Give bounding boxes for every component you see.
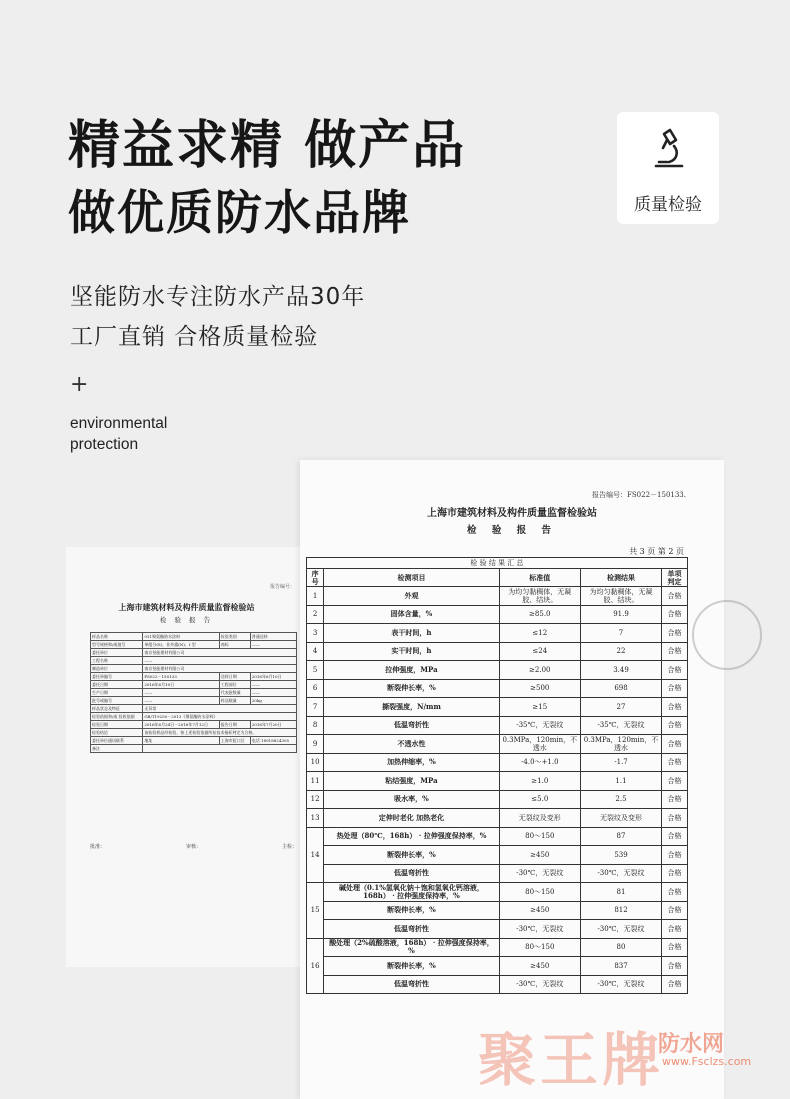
table-cell: 检验类别 [219,633,250,641]
headline-line-1: 精益求精 做产品 [68,116,467,176]
table-row [91,641,297,649]
table-cell: 2016年6月24日－2016年7月12日 [143,721,219,729]
left-report-subtitle: 检 验 报 告 [159,616,214,624]
table-cell: 合格 [662,827,688,846]
table-cell: 80～150 [499,938,580,957]
table-cell: 合格 [662,772,688,791]
table-cell: 80～150 [499,827,580,846]
table-row [307,753,688,772]
table-cell: 低温弯折性 [324,864,499,883]
table-cell: ≤24 [499,642,580,661]
table-caption: 检 验 结 果 汇 总 [307,558,688,569]
table-cell: 合格 [662,975,688,994]
table-cell: 2016年7月20日 [250,721,296,729]
table-cell: ≥85.0 [499,605,580,624]
table-row [307,558,688,569]
table-row [91,721,297,729]
table-cell: 22 [580,642,661,661]
column-header: 标准值 [499,569,580,587]
table-cell: —— [143,697,219,705]
table-cell: 合格 [662,624,688,643]
table-cell: 报告日期 [219,721,250,729]
table-cell: 粘结强度，MPa [324,772,499,791]
table-cell: 合格 [662,883,688,902]
table-cell: 4 [307,642,324,661]
table-cell: 2016年6月10日 [143,681,219,689]
table-cell: 12 [307,790,324,809]
table-cell: 备注 [91,745,143,753]
table-cell: 5 [307,661,324,680]
table-cell: 合格 [662,846,688,865]
table-cell: 合格 [662,957,688,976]
table-cell: -30℃，无裂纹 [580,920,661,939]
table-cell: 送样日期 [219,673,250,681]
table-cell: ≥450 [499,957,580,976]
table-cell: -35℃，无裂纹 [499,716,580,735]
table-cell: -30℃，无裂纹 [580,864,661,883]
table-cell: 合格 [662,587,688,606]
table-cell: 2.5 [580,790,661,809]
table-cell: 合格 [662,679,688,698]
table-row [307,624,688,643]
table-cell: 断裂伸长率，% [324,679,499,698]
table-cell: 16 [307,938,324,994]
page-indicator: 共 3 页 第 2 页 [629,547,684,556]
table-cell: 合格 [662,642,688,661]
table-row [307,772,688,791]
table-cell: 低温弯折性 [324,920,499,939]
table-cell: 合格 [662,753,688,772]
quality-badge [617,112,719,224]
table-cell: 拉伸强度，MPa [324,661,499,680]
table-cell: 无裂纹及变形 [499,809,580,828]
table-row [307,587,688,606]
table-cell: —— [250,641,296,649]
table-cell: 断裂伸长率，% [324,846,499,865]
table-cell: 6 [307,679,324,698]
table-cell [143,745,297,753]
left-report-table [90,632,297,753]
table-cell: ≤5.0 [499,790,580,809]
table-cell: 无裂纹及变形 [580,809,661,828]
table-cell: 10 [307,753,324,772]
table-cell: 定伸时老化 加热老化 [324,809,499,828]
table-row [307,864,688,883]
table-row [307,642,688,661]
table-cell: 样品名称 [91,633,143,641]
table-cell: 8 [307,716,324,735]
table-cell: 911聚氨酯防水涂料 [143,633,219,641]
table-row [307,957,688,976]
table-cell: 固体含量，% [324,605,499,624]
table-cell: ≥1.0 [499,772,580,791]
table-cell: 无异常 [143,705,297,713]
table-cell: 上海市虹口区 [219,737,250,745]
table-cell: 合格 [662,938,688,957]
table-cell: 吸水率，% [324,790,499,809]
table-row [307,790,688,809]
watermark-side: 防水网 [658,1032,725,1057]
official-stamp [692,600,762,670]
table-cell: 3.49 [580,661,661,680]
table-cell: —— [143,689,219,697]
table-cell: 批号或编号 [91,697,143,705]
table-cell: 1 [307,587,324,606]
table-row [91,633,297,641]
left-signatures [90,843,297,850]
table-cell: 普通送样 [250,633,296,641]
subtitle-line-1: 坚能防水专注防水产品30年 [70,284,366,310]
table-cell: 低温弯折性 [324,716,499,735]
table-cell: 7 [580,624,661,643]
table-cell: 3 [307,624,324,643]
table-cell: 检验依据和/或 验收依据 [91,713,143,721]
table-cell: —— [250,689,296,697]
table-cell: 合格 [662,901,688,920]
table-cell: 2 [307,605,324,624]
table-cell: 13 [307,809,324,828]
table-cell: 检验结论 [91,729,143,737]
table-cell: 合格 [662,809,688,828]
table-cell: 生产日期 [91,689,143,697]
table-cell: 0.3MPa，120min，不透水 [499,735,580,754]
table-row [307,883,688,902]
table-cell: -30℃，无裂纹 [499,864,580,883]
table-cell: 80 [580,938,661,957]
table-cell: 工程部位 [219,681,250,689]
table-cell: 87 [580,827,661,846]
table-cell: 合格 [662,605,688,624]
table-cell: 11 [307,772,324,791]
column-header: 检测结果 [580,569,661,587]
table-cell: 为均匀黏稠体，无凝胶、结块。 [499,587,580,606]
table-row [307,827,688,846]
table-cell: 合格 [662,920,688,939]
table-cell: 合格 [662,790,688,809]
table-row [307,809,688,828]
table-cell: 南京坚能建材有限公司 [143,649,297,657]
table-cell: 制造单位 [91,665,143,673]
table-cell: 地址 [143,737,219,745]
table-cell: 合格 [662,661,688,680]
table-cell: 断裂伸长率，% [324,901,499,920]
table-row [307,716,688,735]
table-cell: -30℃，无裂纹 [499,920,580,939]
test-results-document [300,460,724,1099]
table-cell: 0.3MPa，120min，不透水 [580,735,661,754]
table-cell: 商标 [219,641,250,649]
table-cell: 不透水性 [324,735,499,754]
table-cell: -35℃，无裂纹 [580,716,661,735]
table-row [307,679,688,698]
right-report-number: 报告编号：FS022－150133. [592,491,686,499]
table-cell: -1.7 [580,753,661,772]
table-cell: 27 [580,698,661,717]
table-row [307,975,688,994]
table-cell: 1.1 [580,772,661,791]
right-report-title: 上海市建筑材料及构件质量监督检验站 [427,508,597,519]
table-cell: GB/T19250－2013《聚氨酯防水涂料》 [143,713,297,721]
table-cell: 20kg [250,697,296,705]
table-cell: 698 [580,679,661,698]
table-cell: 91.9 [580,605,661,624]
column-header: 单项判定 [662,569,688,587]
table-row [91,737,297,745]
table-cell: 单组分(S)，非外露(N)、I 型 [143,641,219,649]
table-cell: 代表批数量 [219,689,250,697]
column-header: 序号 [307,569,324,587]
watermark-brand: 聚王牌 [478,1026,665,1094]
table-cell: 812 [580,901,661,920]
table-cell: 撕裂强度，N/mm [324,698,499,717]
table-cell: ≥500 [499,679,580,698]
table-cell: 合格 [662,716,688,735]
column-header: 检测项目 [324,569,499,587]
badge-label: 质量检验 [634,195,702,215]
english-line-1: environmental [70,415,168,432]
table-cell: 热处理（80℃，168h） · 拉伸强度保持率，% [324,827,499,846]
table-cell: 委托单编号 [91,673,143,681]
table-cell: 委托日期 [91,681,143,689]
table-cell: 委托单位通讯联系 [91,737,143,745]
table-row [91,673,297,681]
table-cell: 81 [580,883,661,902]
signature-label: 批准： [90,844,106,850]
table-cell: 80～150 [499,883,580,902]
table-row [91,745,297,753]
table-row [307,846,688,865]
table-cell: 为均匀黏稠体，无凝胶、结块。 [580,587,661,606]
table-row [91,705,297,713]
table-cell: 该检验样品经检验，按上述检验依据所检技术指标判定为合格。 [143,729,297,737]
table-cell: 合格 [662,864,688,883]
table-row [307,661,688,680]
table-cell: 9 [307,735,324,754]
table-cell: ≥450 [499,901,580,920]
table-cell: 酸处理（2%硫酸溶液，168h） · 拉伸强度保持率，% [324,938,499,957]
table-row [91,729,297,737]
microscope-icon [653,126,685,172]
subtitle-line-2: 工厂直销 合格质量检验 [70,324,319,350]
headline-line-2: 做优质防水品牌 [68,186,411,241]
table-cell: ≥450 [499,846,580,865]
english-tagline [70,413,167,455]
watermark-url: www.Fsclzs.com [662,1055,752,1068]
table-cell: -30℃，无裂纹 [580,975,661,994]
table-cell: 样品状态及特征 [91,705,143,713]
table-row [91,697,297,705]
right-report-subtitle: 检 验 报 告 [467,525,557,536]
table-row [91,713,297,721]
table-row [307,698,688,717]
table-cell: 低温弯折性 [324,975,499,994]
table-cell: 加热伸缩率，% [324,753,499,772]
table-cell: 7 [307,698,324,717]
table-row [307,735,688,754]
signature-label: 审核： [185,844,201,850]
table-cell: 表干时间，h [324,624,499,643]
left-report-title: 上海市建筑材料及构件质量监督检验站 [118,602,255,612]
table-cell: 检验日期 [91,721,143,729]
report-cover-document [66,547,307,967]
table-cell: 合格 [662,735,688,754]
table-row [307,901,688,920]
table-cell: ≤12 [499,624,580,643]
english-line-2: protection [70,436,139,453]
table-cell: —— [250,681,296,689]
table-row [91,657,297,665]
table-cell: -4.0～+1.0 [499,753,580,772]
table-cell: 合格 [662,698,688,717]
table-row [91,689,297,697]
results-table [306,557,688,994]
table-cell: 2016年6月10日 [250,673,296,681]
table-cell: FS022－150133 [143,673,219,681]
table-cell: 碱处理（0.1%氢氧化钠＋饱和氢氧化钙溶液，168h） · 拉伸强度保持率，% [324,883,499,902]
table-cell: 15 [307,883,324,939]
table-cell: ≥15 [499,698,580,717]
table-cell: ≥2.00 [499,661,580,680]
table-cell: 南京坚能建材有限公司 [143,665,297,673]
table-row [307,569,688,587]
plus-sign: + [70,372,89,397]
table-row [91,681,297,689]
table-row [307,605,688,624]
signature-label: 主检： [281,844,297,850]
table-cell: 837 [580,957,661,976]
table-cell: 断裂伸长率，% [324,957,499,976]
table-cell: 样品数量 [219,697,250,705]
table-cell: 型号规格和/或批号 [91,641,143,649]
table-row [307,920,688,939]
table-row [307,938,688,957]
table-row [91,649,297,657]
table-cell: 委托单位 [91,649,143,657]
table-cell: 外观 [324,587,499,606]
table-cell: 14 [307,827,324,883]
table-cell: 电话 18918824305 [250,737,296,745]
table-cell: 539 [580,846,661,865]
table-cell: 工程名称 [91,657,143,665]
table-row [91,665,297,673]
table-cell: -30℃，无裂纹 [499,975,580,994]
table-cell: 实干时间，h [324,642,499,661]
table-cell: —— [143,657,297,665]
left-report-number: 报告编号： [269,584,295,590]
